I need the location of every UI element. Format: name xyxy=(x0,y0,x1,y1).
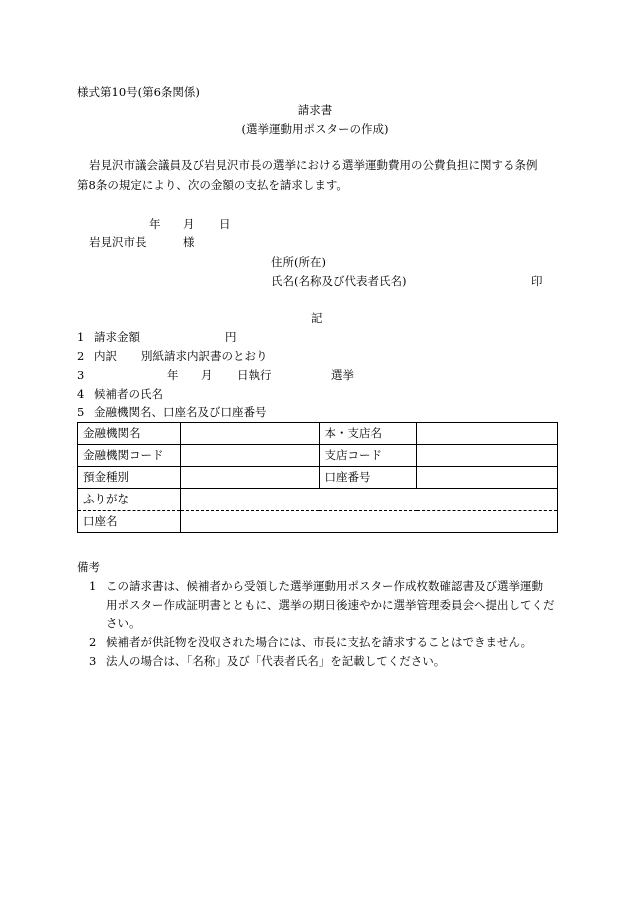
item-4-label: 候補者の氏名 xyxy=(94,387,163,401)
table-row xyxy=(78,489,558,511)
item-4-number: 4 xyxy=(77,387,85,401)
document-subtitle: (選挙運動用ポスターの作成) xyxy=(241,122,389,136)
note-1-line-3: さい。 xyxy=(106,616,141,630)
branch-code-label: 支店コード xyxy=(319,445,417,467)
table-row xyxy=(78,467,558,489)
item-2-number: 2 xyxy=(77,349,85,363)
item-3-election: 選挙 xyxy=(331,368,354,382)
branch-code-cell[interactable] xyxy=(417,445,558,467)
bank-code-label: 金融機関コード xyxy=(78,445,181,467)
table-row xyxy=(78,511,558,533)
bank-name-label: 金融機関名 xyxy=(78,423,181,445)
body-line-2: 第8条の規定により、次の金額の支払を請求します。 xyxy=(77,178,348,192)
date-year: 年 xyxy=(149,217,161,231)
item-3-month: 月 xyxy=(201,368,213,382)
applicant-name-label: 氏名(名称及び代表者氏名) xyxy=(271,274,407,288)
item-1-number: 1 xyxy=(77,330,85,344)
account-number-cell[interactable] xyxy=(417,467,558,489)
bank-code-cell[interactable] xyxy=(180,445,319,467)
account-name-label: 口座名 xyxy=(78,511,181,533)
note-2-number: 2 xyxy=(89,635,97,649)
item-3-day: 日執行 xyxy=(237,368,272,382)
furigana-cell[interactable] xyxy=(180,489,557,511)
date-month: 月 xyxy=(183,217,195,231)
item-5-number: 5 xyxy=(77,405,85,419)
furigana-label: ふりがな xyxy=(78,489,181,511)
item-3-year: 年 xyxy=(167,368,179,382)
item-2-label: 内訳 xyxy=(94,349,117,363)
bank-info-table xyxy=(77,422,558,533)
note-3-number: 3 xyxy=(89,654,97,668)
note-2-text: 候補者が供託物を没収された場合には、市長に支払を請求することはできません。 xyxy=(106,635,533,649)
date-day: 日 xyxy=(219,217,231,231)
form-number: 様式第10号(第6条関係) xyxy=(77,85,200,99)
seal-mark: 印 xyxy=(531,274,543,288)
addressee-honorific: 様 xyxy=(183,235,195,249)
item-1-label: 請求金額 xyxy=(94,330,140,344)
note-1-number: 1 xyxy=(89,579,97,593)
notes-heading: 備考 xyxy=(77,560,100,574)
item-5-label: 金融機関名、口座名及び口座番号 xyxy=(94,405,267,419)
branch-name-label: 本・支店名 xyxy=(319,423,417,445)
document-title: 請求書 xyxy=(297,103,333,117)
account-name-cell[interactable] xyxy=(180,511,557,533)
item-3-number: 3 xyxy=(77,368,85,382)
deposit-type-cell[interactable] xyxy=(180,467,319,489)
table-row xyxy=(78,445,558,467)
bank-name-cell[interactable] xyxy=(180,423,319,445)
applicant-address-label: 住所(所在) xyxy=(271,255,326,269)
ki-heading: 記 xyxy=(311,311,323,325)
branch-name-cell[interactable] xyxy=(417,423,558,445)
item-2-value: 別紙請求内訳書のとおり xyxy=(141,349,268,363)
note-1-line-1: この請求書は、候補者から受領した選挙運動用ポスター作成枚数確認書及び選挙運動 xyxy=(106,579,543,593)
item-1-unit: 円 xyxy=(225,330,237,344)
note-1-line-2: 用ポスター作成証明書とともに、選挙の期日後速やかに選挙管理委員会へ提出してくだ xyxy=(106,598,555,612)
note-3-text: 法人の場合は、「名称」及び「代表者氏名」を記載してください。 xyxy=(106,654,446,668)
deposit-type-label: 預金種別 xyxy=(78,467,181,489)
table-row xyxy=(78,423,558,445)
addressee-name: 岩見沢市長 xyxy=(89,235,147,249)
account-number-label: 口座番号 xyxy=(319,467,417,489)
body-line-1: 岩見沢市議会議員及び岩見沢市長の選挙における選挙運動費用の公費負担に関する条例 xyxy=(89,158,538,172)
